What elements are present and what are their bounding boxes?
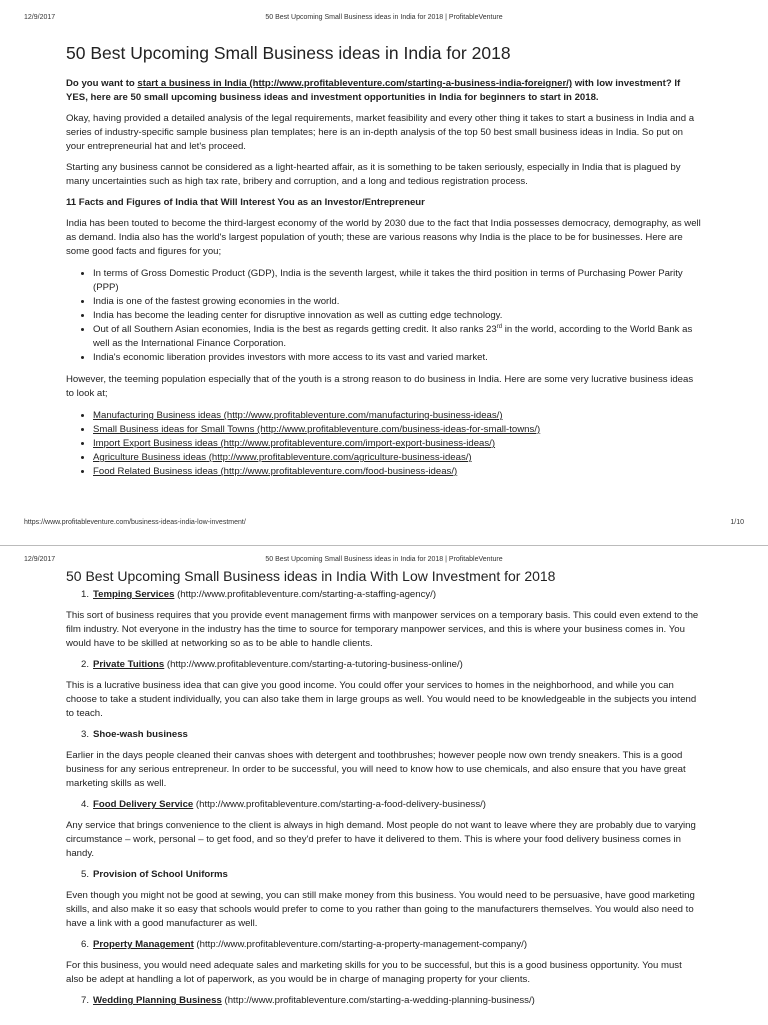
print-title: 50 Best Upcoming Small Business ideas in India for 2018 | ProfitableVenture <box>265 556 503 563</box>
list-item: • India has become the leading center for disruptive innovation as well as cutting edge technology. <box>93 309 702 323</box>
idea-heading: 3. Shoe-wash business <box>81 729 188 740</box>
agriculture-ideas-link[interactable]: Agriculture Business ideas (http://www.profitableventure.com/agriculture-business-ideas/) <box>93 452 472 463</box>
idea-description: For this business, you would need adequate sales and marketing skills for you to be successful, but this is a good business opportunity. You must also be adept at handling a lot of paperwork, as you would be in charge of managing property for your clients. <box>66 960 682 985</box>
paragraph-1: Okay, having provided a detailed analysis of the legal requirements, market feasibility and every other thing it takes to start a business in India and a series of industry-specific sample business plan templates; here is an in-depth analysis of the top 50 best small business ideas in India. So put on your entrepreneurial hat and let's proceed. <box>66 113 695 152</box>
idea-description: Earlier in the days people cleaned their canvas shoes with detergent and toothbrushes; however people now own trendy sneakers. This is a good business for any serious entrepreneur. In order to be successful, you will need to know how to use chemicals, and also ensure that you have great marketing skills as well. <box>66 750 686 789</box>
idea-description: Any service that brings convenience to the client is always in high demand. Most people do not want to leave where they are probably due to varying circumstance – work, personal – to get food, and so they'd prefer to have it delivered to them. This is where your food delivery business comes in handy. <box>66 820 696 859</box>
wedding-planning-link[interactable]: Wedding Planning Business <box>93 995 222 1006</box>
list-item: • India is one of the fastest growing economies in the world. <box>93 295 702 309</box>
section-title: 50 Best Upcoming Small Business ideas in India With Low Investment for 2018 <box>66 568 556 584</box>
list-item: • India's economic liberation provides investors with more access to its vast and varied market. <box>93 351 702 365</box>
food-delivery-link[interactable]: Food Delivery Service <box>93 799 194 810</box>
property-management-link[interactable]: Property Management <box>93 939 194 950</box>
idea-description: Even though you might not be good at sewing, you can still make money from this business. You would need to be persuasive, have good marketing skills, and also make it so easy that schools would prefer to come to you rather than going to the manufacturers themselves. You would also need to have a link with a good manufacturer as well. <box>66 890 695 929</box>
private-tuitions-link[interactable]: Private Tuitions <box>93 659 165 670</box>
print-date: 12/9/2017 <box>24 14 56 21</box>
import-export-ideas-link[interactable]: Import Export Business ideas (http://www.profitableventure.com/import-export-business-ideas/) <box>93 438 496 449</box>
footer-url: https://www.profitableventure.com/business-ideas-india-low-investment/ <box>24 519 246 526</box>
facts-subheading: 11 Facts and Figures of India that Will Interest You as an Investor/Entrepreneur <box>66 197 425 208</box>
list-item <box>93 423 702 437</box>
food-ideas-link[interactable]: Food Related Business ideas (http://www.profitableventure.com/food-business-ideas/) <box>93 466 458 477</box>
paragraph-3: India has been touted to become the third-largest economy of the world by 2030 due to the fact that India possesses democracy, demography, as well as demand. India also has the world's largest population of youth; these are various reasons why India is the place to be for businesses. Here are some good facts and figures for you; <box>66 218 701 257</box>
idea-description: This sort of business requires that you provide event management firms with manpower services on a temporary basis. This could even extend to the film industry. Not everyone in the industry has the time to source for temporary manpower services, and this is where your business comes in. You would have to be skilled at networking so as to be able to handle clients. <box>66 610 699 649</box>
page-1-content <box>66 42 702 479</box>
list-item: • Out of all Southern Asian economies, India is the best as regards getting credit. It also ranks 23rd in the world, according to the World Bank as well as the International Finance Corporation. <box>93 323 702 351</box>
page-2-content <box>66 566 702 1008</box>
list-item <box>93 465 702 479</box>
small-towns-ideas-link[interactable]: Small Business ideas for Small Towns (http://www.profitableventure.com/business-ideas-for-small-towns/) <box>93 424 541 435</box>
idea-heading: 4. Food Delivery Service (http://www.profitableventure.com/starting-a-food-delivery-business/) <box>81 799 486 810</box>
document-page-2 <box>0 546 768 1025</box>
page-number: 1/10 <box>730 519 744 526</box>
page-title: 50 Best Upcoming Small Business ideas in India for 2018 <box>66 43 511 63</box>
idea-heading: 5. Provision of School Uniforms <box>81 869 228 880</box>
list-item <box>93 437 702 451</box>
paragraph-4: However, the teeming population especially that of the youth is a strong reason to do business in India. Here are some very lucrative business ideas to look at; <box>66 374 694 399</box>
idea-heading: 1. Temping Services (http://www.profitableventure.com/starting-a-staffing-agency/) <box>81 589 437 600</box>
facts-list <box>66 267 702 365</box>
business-ideas-links <box>66 409 702 479</box>
intro-paragraph: Do you want to start a business in India (http://www.profitableventure.com/starting-a-business-india-foreigner/) with low investment? If YES, here are 50 small upcoming business ideas and investment opportunities in India for beginners to start in 2018. <box>66 78 681 103</box>
temping-services-link[interactable]: Temping Services <box>93 589 175 600</box>
list-item <box>93 451 702 465</box>
idea-heading: 6. Property Management (http://www.profitableventure.com/starting-a-property-management-company/) <box>81 939 528 950</box>
idea-heading: 7. Wedding Planning Business (http://www.profitableventure.com/starting-a-wedding-planning-business/) <box>81 995 535 1006</box>
paragraph-2: Starting any business cannot be considered as a light-hearted affair, as it is something to be taken seriously, especially in India that is plagued by many uncertainties such as high tax rate, bribery and corruption, and a long and tedious registration process. <box>66 162 681 187</box>
idea-heading: 2. Private Tuitions (http://www.profitableventure.com/starting-a-tutoring-business-online/) <box>81 659 463 670</box>
print-date: 12/9/2017 <box>24 556 56 563</box>
manufacturing-ideas-link[interactable]: Manufacturing Business ideas (http://www.profitableventure.com/manufacturing-business-ideas/) <box>93 410 503 421</box>
idea-description: This is a lucrative business idea that can give you good income. You could offer your services to homes in the neighborhood, and while you can choose to take a student individually, you can also take them in large groups as well. You would need to be knowledgeable in the subjects you intend to teach. <box>66 680 697 719</box>
list-item: • In terms of Gross Domestic Product (GDP), India is the seventh largest, while it takes the third position in terms of Purchasing Power Parity (PPP) <box>93 267 702 295</box>
print-title: 50 Best Upcoming Small Business ideas in India for 2018 | ProfitableVenture <box>265 14 503 21</box>
start-business-link[interactable]: start a business in India (http://www.profitableventure.com/starting-a-business-india-foreigner/) <box>137 78 573 89</box>
list-item <box>93 409 702 423</box>
